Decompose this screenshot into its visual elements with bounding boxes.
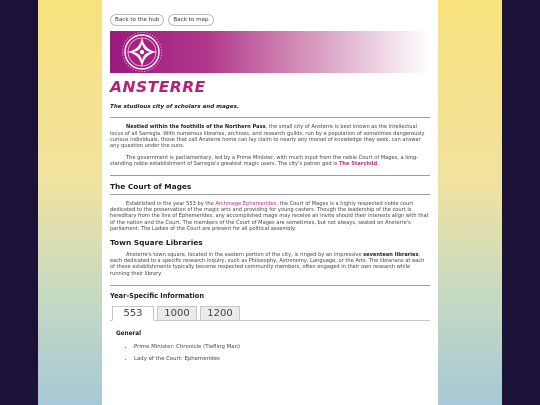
libraries-text-end: , each dedicated to a specific research inquiry, such as Philosophy, Astronomy, Language, or the Arts. The librarians at each of these establishments typically become respected community members, often engaged in their own research while running their library. (110, 251, 425, 277)
court-heading: The Court of Mages (110, 181, 192, 191)
year-info-heading: Year-Specific Information (110, 292, 205, 301)
intro-paragraph-1 (110, 124, 430, 150)
libraries-text: Ansterre's town square, located in the eastern portion of the city, is ringed by an impressive (126, 251, 364, 258)
star-emblem-icon (120, 31, 164, 73)
court-text-end: , the Court of Mages is a highly respected noble court dedicated to the preservation of the magic arts and providing for young casters. Though the leadership of the court is hereditary from the line of Ephemerides, any accomplished mage may receive an invite should their interests align with that of the nation and the Court. The members of the Court of Mages are sometimes, but not always, seated on Ansterre's parliament. The Ladies of the Court are present for all political assembly. (110, 200, 429, 233)
starchild-link[interactable]: The Starchild (338, 161, 378, 168)
court-text: Established in the year 553 by the (126, 200, 216, 207)
government-text-end: . (377, 161, 379, 168)
libraries-paragraph (110, 252, 430, 278)
tab-1200[interactable]: 1200 (200, 306, 240, 321)
content-page (102, 0, 438, 405)
tab-1000[interactable]: 1000 (157, 306, 197, 321)
year-tabs (110, 306, 430, 321)
libraries-count-text: seventeen libraries (363, 251, 419, 258)
header-banner (110, 31, 430, 73)
libraries-heading: Town Square Libraries (110, 237, 203, 247)
intro-body-text: , the small city of Ansterre is best known as the intellectual locus of all Sarregia. With numerous libraries, archives, and research guilds, run by a population of sometimes dangerously curious individuals, those that call Ansterre home can lay claim to nearly any morsel of knowledge they seek, can answer any question under the suns. (110, 124, 425, 150)
archmage-ephemerides-link[interactable]: Archmage Ephemerides (215, 200, 277, 207)
back-to-map-button[interactable]: Back to map (168, 14, 213, 26)
intro-lead-text: Nestled within the foothills of the Northern Pass (126, 124, 266, 131)
page-tagline: The studious city of scholars and mages. (110, 104, 240, 111)
nav-bar (110, 14, 430, 26)
back-to-hub-button[interactable]: Back to the hub (110, 14, 164, 26)
government-text: The government is parliamentary, led by a Prime Minister, with much input from the noble Court of Mages, a long-standing noble establishment of Sarregia's greatest magic users. The city's patron god is (110, 154, 419, 168)
general-list (110, 344, 430, 362)
divider (110, 285, 430, 286)
divider (110, 175, 430, 176)
intro-paragraph-2 (110, 155, 430, 168)
tab-553[interactable]: 553 (112, 306, 154, 321)
list-item: • Lady of the Court: Ephemerides (134, 356, 430, 362)
divider (110, 194, 430, 195)
page-title: ANSTERRE (110, 78, 206, 97)
general-heading: General (116, 331, 142, 338)
divider (110, 117, 430, 118)
court-paragraph (110, 201, 430, 233)
list-item: • Prime Minister: Chronicle (Tiefling Man) (134, 344, 430, 350)
